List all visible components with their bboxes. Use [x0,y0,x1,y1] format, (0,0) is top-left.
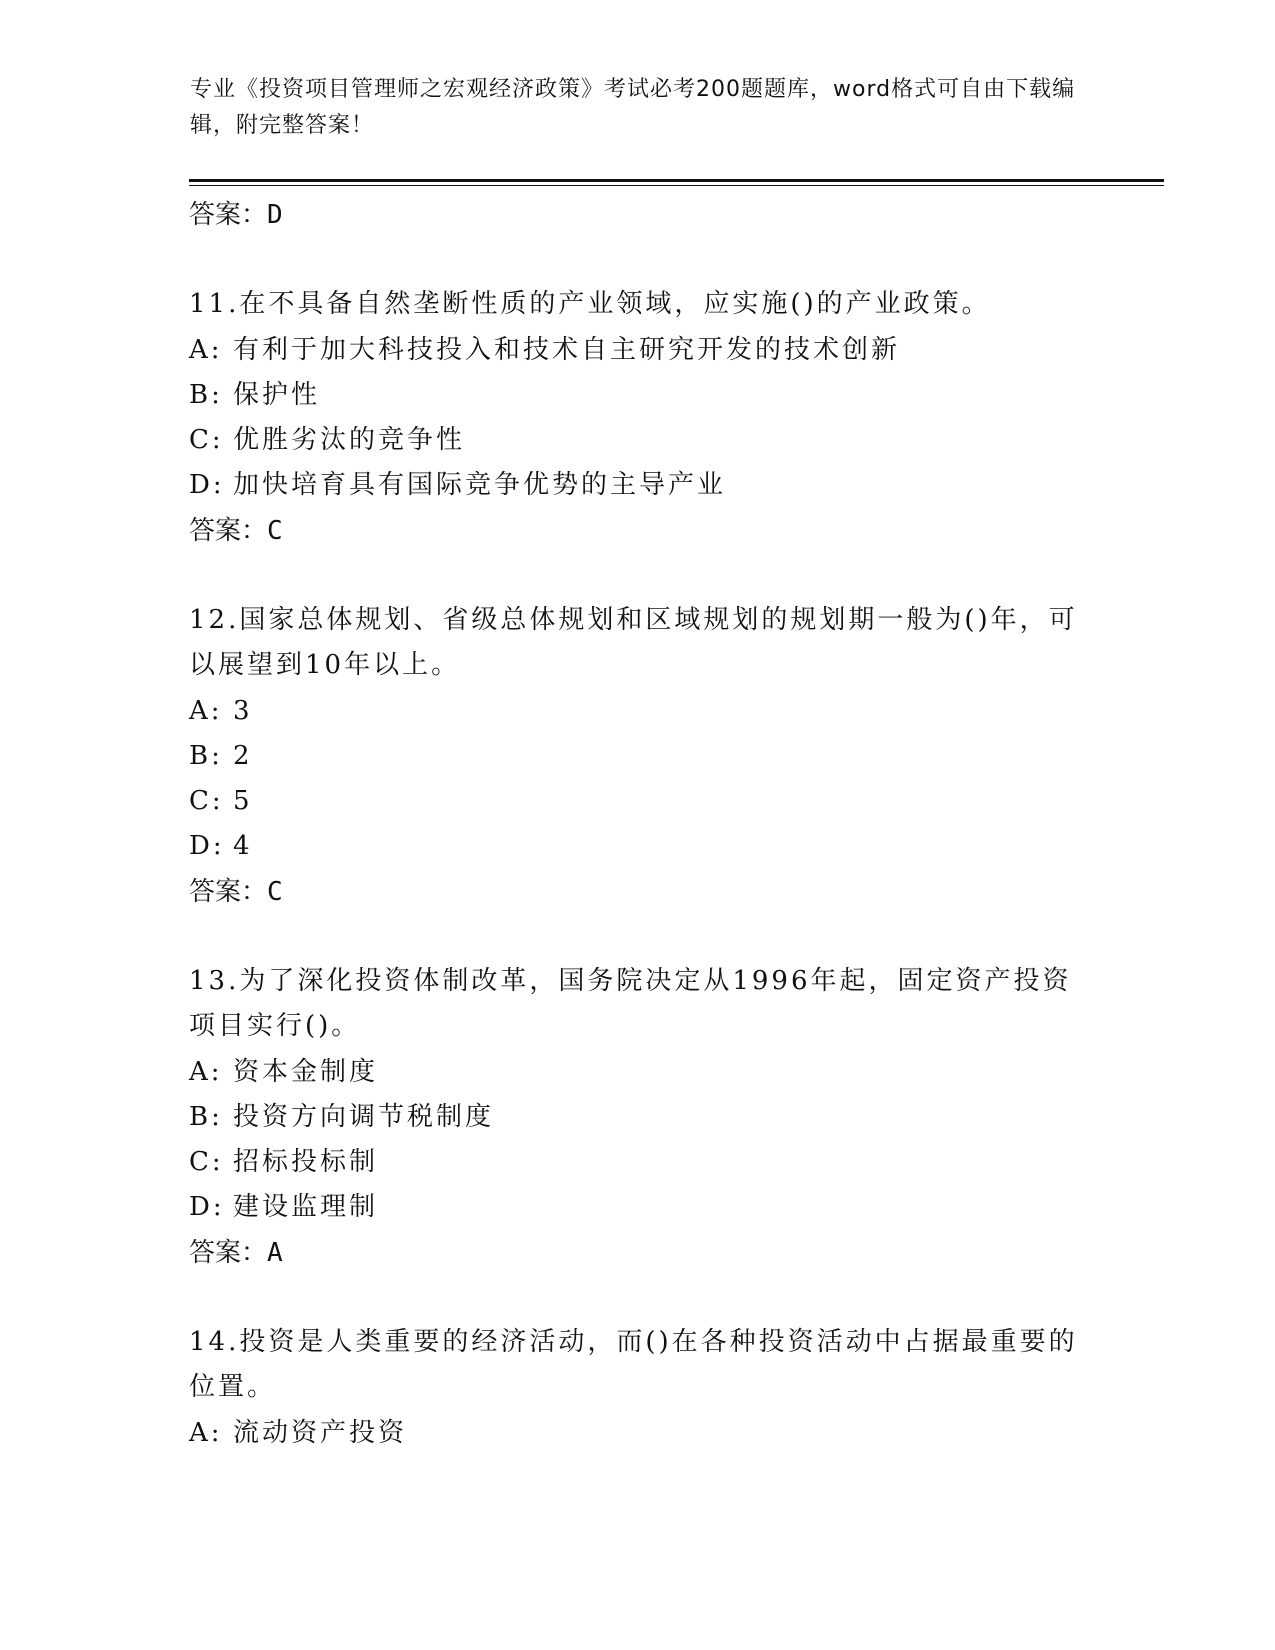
option-d [189,824,1089,869]
question-12 [189,598,1089,915]
option-text: 保护性 [233,380,321,410]
question-stem: 12.国家总体规划、省级总体规划和区域规划的规划期一般为()年，可以展望到10年以上。 [189,605,1078,680]
question-13 [189,959,1089,1276]
option-text: 流动资产投资 [233,1418,408,1448]
option-letter: B: [189,380,223,410]
option-letter: A: [189,335,223,365]
option-letter: D: [189,470,225,500]
option-text: 4 [233,831,253,861]
option-text: 投资方向调节税制度 [233,1102,495,1132]
option-letter: B: [189,1102,223,1132]
option-text: 招标投标制 [233,1147,379,1177]
option-a [189,689,1089,734]
option-text: 建设监理制 [233,1192,379,1222]
option-text: 3 [233,696,253,726]
question-stem: 13.为了深化投资体制改革，国务院决定从1996年起，固定资产投资项目实行()。 [189,966,1072,1041]
option-letter: A: [189,1418,223,1448]
option-letter: A: [189,1057,223,1087]
answer-line: 答案：A [189,1238,283,1268]
option-letter: D: [189,831,225,861]
answer-line: 答案：C [189,516,283,546]
option-letter: D: [189,1192,225,1222]
question-stem: 11.在不具备自然垄断性质的产业领域，应实施()的产业政策。 [189,289,991,319]
header-divider-thin [189,185,1164,186]
question-stem: 14.投资是人类重要的经济活动，而()在各种投资活动中占据最重要的位置。 [189,1327,1078,1402]
option-text: 2 [233,741,253,771]
option-c [189,779,1089,824]
option-a [189,328,1089,373]
option-text: 5 [233,786,253,816]
option-b [189,373,1089,418]
header-divider [189,179,1164,182]
option-b [189,1095,1089,1140]
option-d [189,1185,1089,1230]
option-letter: B: [189,741,223,771]
option-d [189,463,1089,508]
option-text: 资本金制度 [233,1057,379,1087]
option-c [189,1140,1089,1185]
option-c [189,418,1089,463]
option-letter: C: [189,786,224,816]
option-letter: C: [189,425,224,455]
option-letter: A: [189,696,223,726]
document-body [189,192,1089,1456]
option-a [189,1411,1089,1456]
page-header: 专业《投资项目管理师之宏观经济政策》考试必考200题题库，word格式可自由下载编辑，附完整答案！ [190,77,1076,138]
question-11 [189,282,1089,554]
option-b [189,734,1089,779]
answer-line: 答案：C [189,877,283,907]
option-letter: C: [189,1147,224,1177]
question-14 [189,1320,1089,1456]
option-text: 有利于加大科技投入和技术自主研究开发的技术创新 [233,335,901,365]
option-text: 优胜劣汰的竞争性 [233,425,466,455]
answer-line: 答案：D [189,200,283,230]
option-a [189,1050,1089,1095]
option-text: 加快培育具有国际竞争优势的主导产业 [233,470,727,500]
